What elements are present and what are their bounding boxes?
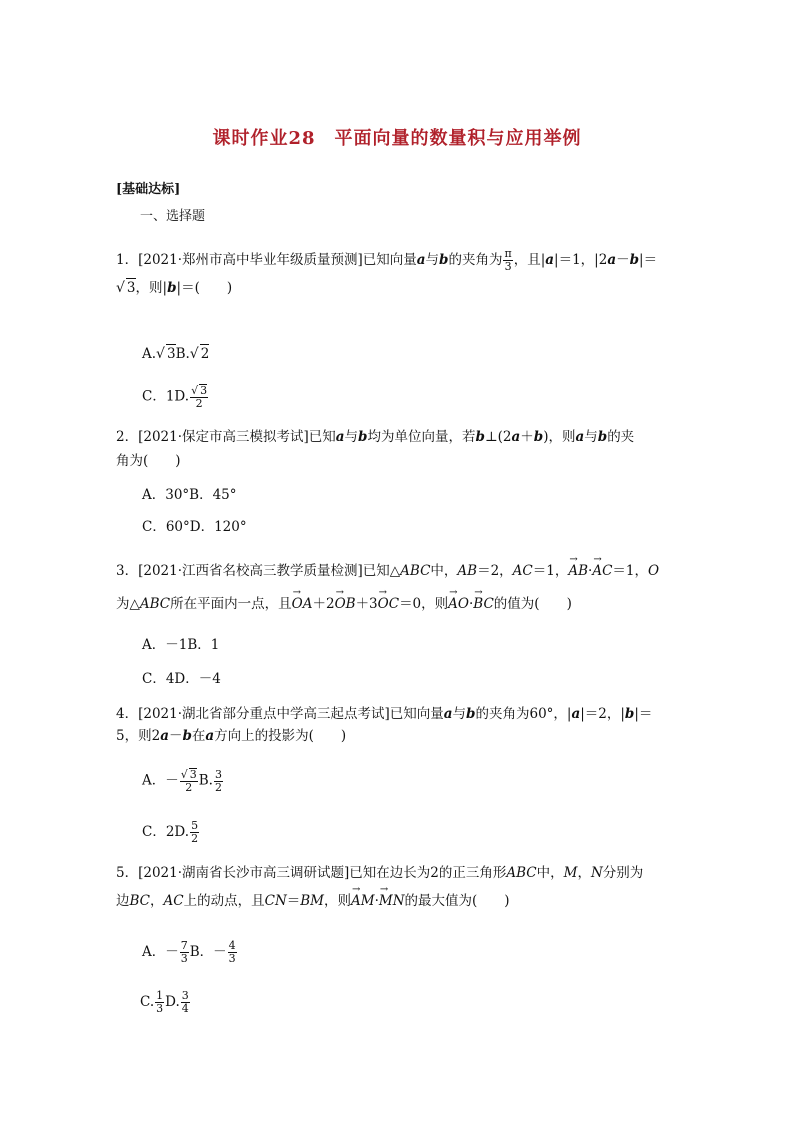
q3-line1: 3．[2021·江西省名校高三教学质量检测]已知△ABC中，AB＝2，AC＝1，→ AB·→ AC＝1，O bbox=[116, 562, 681, 580]
q4-line2: 5，则2a－b在a方向上的投影为( ) bbox=[116, 728, 347, 744]
q3-options-ab: A．－1B．1 bbox=[142, 637, 220, 653]
q1-options-cd: C．1D. $\frac{√ 3}{2}$ bbox=[142, 384, 208, 410]
q2-options-ab: A．30°B．45° bbox=[142, 487, 237, 503]
q2-line2: 角为( ) bbox=[116, 453, 181, 469]
section-heading: [基础达标] bbox=[116, 182, 181, 197]
q3-line2: 为△ABC所在平面内一点，且→ OA＋2→ OB＋3→ OC＝0，则→ AO·→ BC的值为( ) bbox=[116, 595, 572, 613]
q2-line1: 2．[2021·保定市高三模拟考试]已知a与b均为单位向量，若b⊥(2a＋b)，则a与b的夹 bbox=[116, 429, 635, 445]
q1-options-ab: A.√ 3B.√ 2 bbox=[142, 346, 210, 362]
q1-line2: √ 3，则|b|＝( ) bbox=[116, 280, 233, 296]
q3-options-cd: C．4D．－4 bbox=[142, 671, 221, 687]
page-title: 课时作业28 平面向量的数量积与应用举例 bbox=[212, 128, 582, 149]
q4-options-cd: C．2D. $\frac{5}{2}$ bbox=[142, 819, 199, 845]
q5-line2: 边BC，AC上的动点，且CN＝BM，则→ AM·→ MN的最大值为( ) bbox=[116, 892, 510, 910]
q5-options-cd: C. $\frac{1}{3}$ D. $\frac{3}{4}$ bbox=[140, 989, 189, 1015]
q1-line1: 1．[2021·郑州市高中毕业年级质量预测]已知向量a与b的夹角为 $\frac{\pi}{3}$ ，且|a|＝1，|2a－b|＝ bbox=[116, 247, 658, 273]
subsection-heading: 一、选择题 bbox=[140, 209, 206, 224]
q2-options-cd: C．60°D．120° bbox=[142, 519, 247, 535]
q4-line1: 4．[2021·湖北省部分重点中学高三起点考试]已知向量a与b的夹角为60°，|a|＝2，|b|＝ bbox=[116, 706, 653, 722]
q5-line1: 5．[2021·湖南省长沙市高三调研试题]已知在边长为2的正三角形ABC中，M，N分别为 bbox=[116, 865, 644, 881]
q5-options-ab: A．－ $\frac{7}{3}$ B．－ $\frac{4}{3}$ bbox=[142, 939, 236, 965]
q4-options-ab: A．－ $\frac{√ 3}{2}$ B. $\frac{3}{2}$ bbox=[142, 767, 222, 794]
